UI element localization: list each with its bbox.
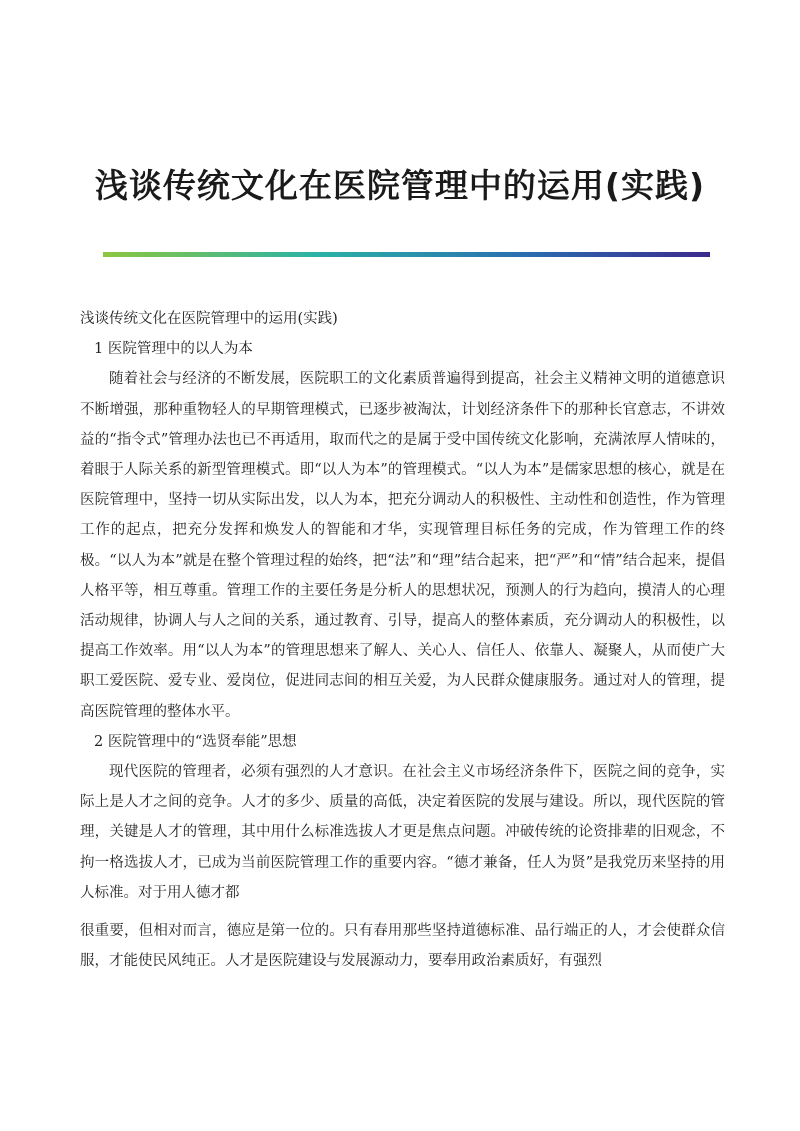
section-2-continuation: 很重要，但相对而言，德应是第一位的。只有春用那些坚持道德标准、品行端正的人，才会使群众信服，才能使民风纯正。人才是医院建设与发展源动力，要奉用政治素质好，有强烈 (80, 923, 725, 970)
section-2-heading: 2 医院管理中的“选贤奉能”思想 (94, 733, 297, 750)
section-1-body: 随着社会与经济的不断发展，医院职工的文化素质普遍得到提高，社会主义精神文明的道德意识不断增强，那种重物轻人的早期管理模式，已逐步被淘汰，计划经济条件下的那种长官意志，不讲效益的“指令式”管理办法也已不再适用，取而代之的是属于受中国传统文化影响，充满浓厚人情味的，着眼于人际关系的新型管理模式。即“以人为本”的管理模式。“以人为本”是儒家思想的核心，就是在医院管理中，坚持一切从实际出发，以人为本，把充分调动人的积极性、主动性和创造性，作为管理工作的起点，把充分发挥和焕发人的智能和才华，实现管理目标任务的完成，作为管理工作的终极。“以人为本”就是在整个管理过程的始终，把“法”和“理”结合起来，把“严”和“情”结合起来，提倡人格平等，相互尊重。管理工作的主要任务是分析人的思想状况，预测人的行为趋向，摸清人的心理活动规律，协调人与人之间的关系，通过教育、引导，提高人的整体素质，充分调动人的积极性，以提高工作效率。用“以人为本”的管理思想来了解人、关心人、信任人、依靠人、凝聚人，从而使广大职工爱医院、爱专业、爱岗位，促进同志间的相互关爱，为人民群众健康服务。通过对人的管理，提高医院管理的整体水平。 (80, 371, 725, 720)
section-1-heading: 1 医院管理中的以人为本 (94, 341, 253, 358)
title-divider (103, 252, 710, 257)
page-title: 浅谈传统文化在医院管理中的运用(实践) (94, 166, 706, 205)
section-2-body: 现代医院的管理者，必须有强烈的人才意识。在社会主义市场经济条件下，医院之间的竞争，实际上是人才之间的竞争。人才的多少、质量的高低，决定着医院的发展与建设。所以，现代医院的管理，关键是人才的管理，其中用什么标准选拔人才更是焦点问题。冲破传统的论资排辈的旧观念，不拘一格选拔人才，已成为当前医院管理工作的重要内容。“德才兼备，任人为贤”是我党历来坚持的用人标准。对于用人德才都 (80, 764, 725, 901)
document-body (80, 304, 725, 976)
paragraph-gap (80, 908, 725, 916)
document-subtitle: 浅谈传统文化在医院管理中的运用(实践) (80, 311, 338, 327)
